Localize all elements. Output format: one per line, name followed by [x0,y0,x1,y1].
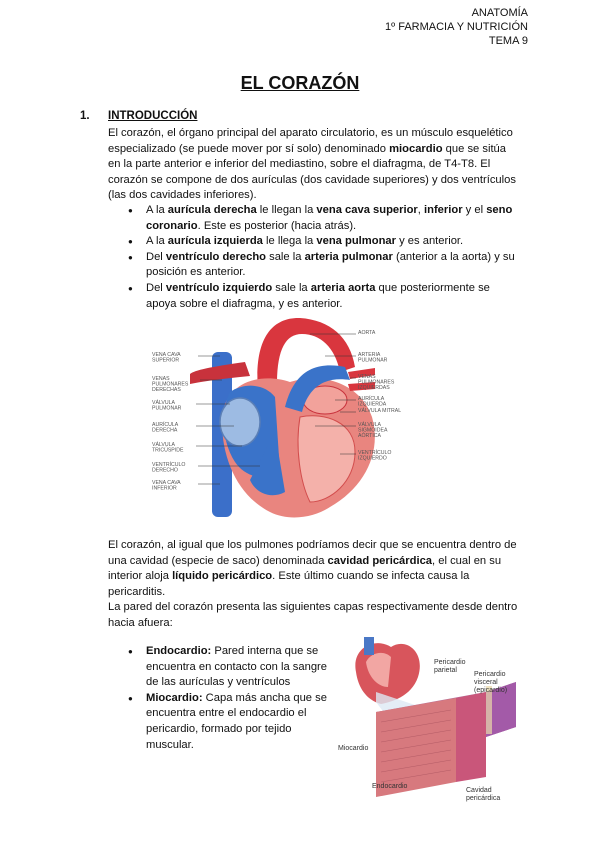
heart-label: VÁLVULA PULMONAR [152,400,182,412]
wall-label-cavity: Cavidad pericárdica [466,787,501,802]
text-run: Del [146,281,166,294]
text-run: que posteriormente se apoya sobre el diafragma, y es anterior. [146,281,490,310]
text-run: (anterior a la aorta) y su posición es anterior. [146,250,515,279]
bold-text: Endocardio: [146,645,212,657]
chamber-item [128,250,522,281]
bold-text: vena cava superior [316,204,418,216]
heart-label: VENTRÍCULO IZQUIERDO [358,450,392,462]
text-run: que se sitúa en la parte anterior e inferior del mediastino, sobre el diafragma, de T4-T8. El corazón se compone de dos aurículas (dos cavidade superiores) y dos ventrículos (las dos cavidades inferiores). [108,142,516,202]
chamber-item [128,281,522,312]
heart-label: VENAS PULMONARES IZQUIERDAS [358,374,395,392]
header-subject: ANATOMÍA [471,7,528,19]
heart-label: AORTA [358,330,376,336]
heart-label: VENAS PULMONARES DERECHAS [152,376,189,394]
wall-label-endocardium: Endocardio [372,783,408,790]
heart-label: VÁLVULA SIGMOIDEA AÓRTICA [358,422,388,440]
section-title: INTRODUCCIÓN [108,110,198,122]
bold-text: arteria aorta [310,281,376,294]
text-run: A la [146,204,168,216]
page-header [385,6,528,48]
text-run: El corazón, al igual que los pulmones podríamos decir que se encuentra dentro de una cavidad (especie de saco) denominada [108,539,517,567]
layers-intro: La pared del corazón presenta las siguientes capas respectivamente desde dentro hacia afuera: [108,601,518,629]
bold-text: ventrículo izquierdo [165,281,273,294]
header-unit: TEMA 9 [488,35,528,47]
wall-label-myocardium: Miocardio [338,745,369,752]
bold-text: líquido pericárdico [172,570,273,583]
pericardium-paragraph [108,538,520,600]
text-run: , el cual en su interior aloja [108,554,502,583]
heart-label: VENA CAVA INFERIOR [152,480,181,492]
heart-illustration [190,318,375,517]
chambers-list [128,203,522,312]
bold-text: miocardio [389,142,443,155]
text-run: le llega la [262,235,317,248]
layers-list [128,644,328,753]
chamber-item [128,234,522,250]
text-run: A la [146,235,168,248]
heart-label: VENA CAVA SUPERIOR [152,352,181,364]
text-run: y el [462,204,487,216]
bold-text: aurícula izquierda [167,235,263,248]
bold-text: ventrículo derecho [165,250,266,263]
bold-text: inferior [424,204,463,216]
heart-label: VÁLVULA TRICÚSPIDE [152,442,184,454]
text-run: Del [146,250,166,263]
heart-label: VENTRÍCULO DERECHO [152,462,186,474]
bold-text: Miocardio: [146,691,203,704]
bold-text: cavidad pericárdica [327,554,433,567]
heart-diagram [150,312,410,522]
text-run: y es anterior. [395,235,464,248]
heart-label: ARTERIA PULMONAR [358,352,388,364]
text-run: sale la [272,281,311,294]
intro-paragraph [108,126,520,204]
text-run: . Este es posterior (hacia atrás). [197,219,357,232]
heart-label: VÁLVULA MITRAL [358,408,402,414]
text-run: sale la [266,250,305,263]
text-run: , [417,204,425,216]
wall-label-visceral: Pericardio visceral (epicardio) [474,671,508,694]
document-title: EL CORAZÓN [240,73,360,93]
bold-text: aurícula derecha [167,204,257,216]
heart-label: AURÍCULA DERECHA [152,422,179,434]
layer-item [128,691,328,753]
text-run: El corazón, el órgano principal del aparato circulatorio, es un músculo esquelético especializado (se puede mover por sí solo) denominado [108,127,513,155]
text-run: Capa más ancha que se encuentra entre el endocardio el pericardio, formado por tejido muscular. [146,691,327,751]
bold-text: arteria pulmonar [304,250,393,263]
text-run: . Este último cuando se infecta causa la pericarditis. [108,570,470,598]
heart-wall-diagram [336,632,526,804]
heart-label: AURÍCULA IZQUIERDA [358,396,387,408]
wall-label-parietal: Pericardio parietal [434,659,466,674]
text-run: le llegan la [256,204,317,216]
chamber-item [128,203,522,234]
bold-text: vena pulmonar [316,235,396,248]
layer-item [128,644,328,691]
section-number: 1. [80,110,90,122]
text-run: Pared interna que se encuentra en contacto con la sangre de las aurículas y ventrículos [146,645,327,689]
header-course: 1º FARMACIA Y NUTRICIÓN [385,21,528,33]
bold-text: seno coronario [146,204,513,232]
